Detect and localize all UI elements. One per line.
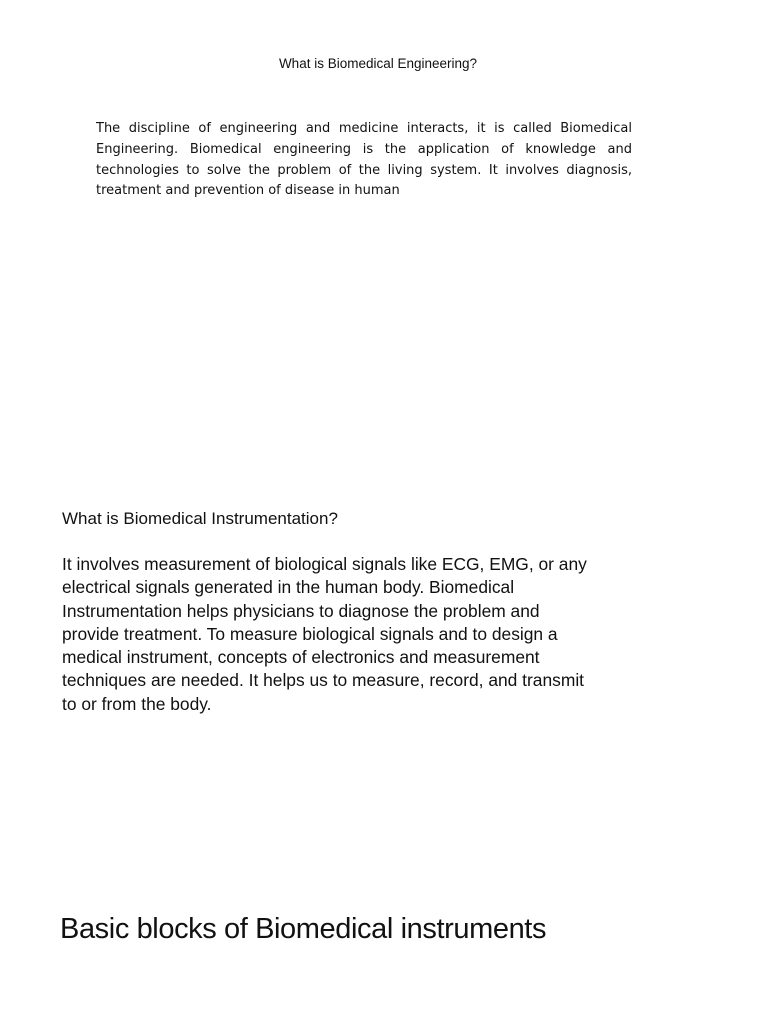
- paragraph-biomedical-engineering: The discipline of engineering and medicine interacts, it is called Biomedical Engineering. Biomedical engineering is the application of knowledge and technologies to solve the problem of the living system. It involves diagnosis, treatment and prevention of disease in human: [96, 121, 632, 199]
- heading-biomedical-instrumentation: What is Biomedical Instrumentation?: [62, 509, 338, 528]
- heading-biomedical-engineering: What is Biomedical Engineering?: [278, 56, 478, 71]
- paragraph-biomedical-instrumentation: It involves measurement of biological signals like ECG, EMG, or any electrical signals generated in the human body. Biomedical Instrumentation helps physicians to diagnose the problem and provide treatment. To measure biological signals and to design a medical instrument, concepts of electronics and measurement techniques are needed. It helps us to measure, record, and transmit to or from the body.: [62, 554, 587, 714]
- heading-basic-blocks: Basic blocks of Biomedical instruments: [60, 913, 547, 945]
